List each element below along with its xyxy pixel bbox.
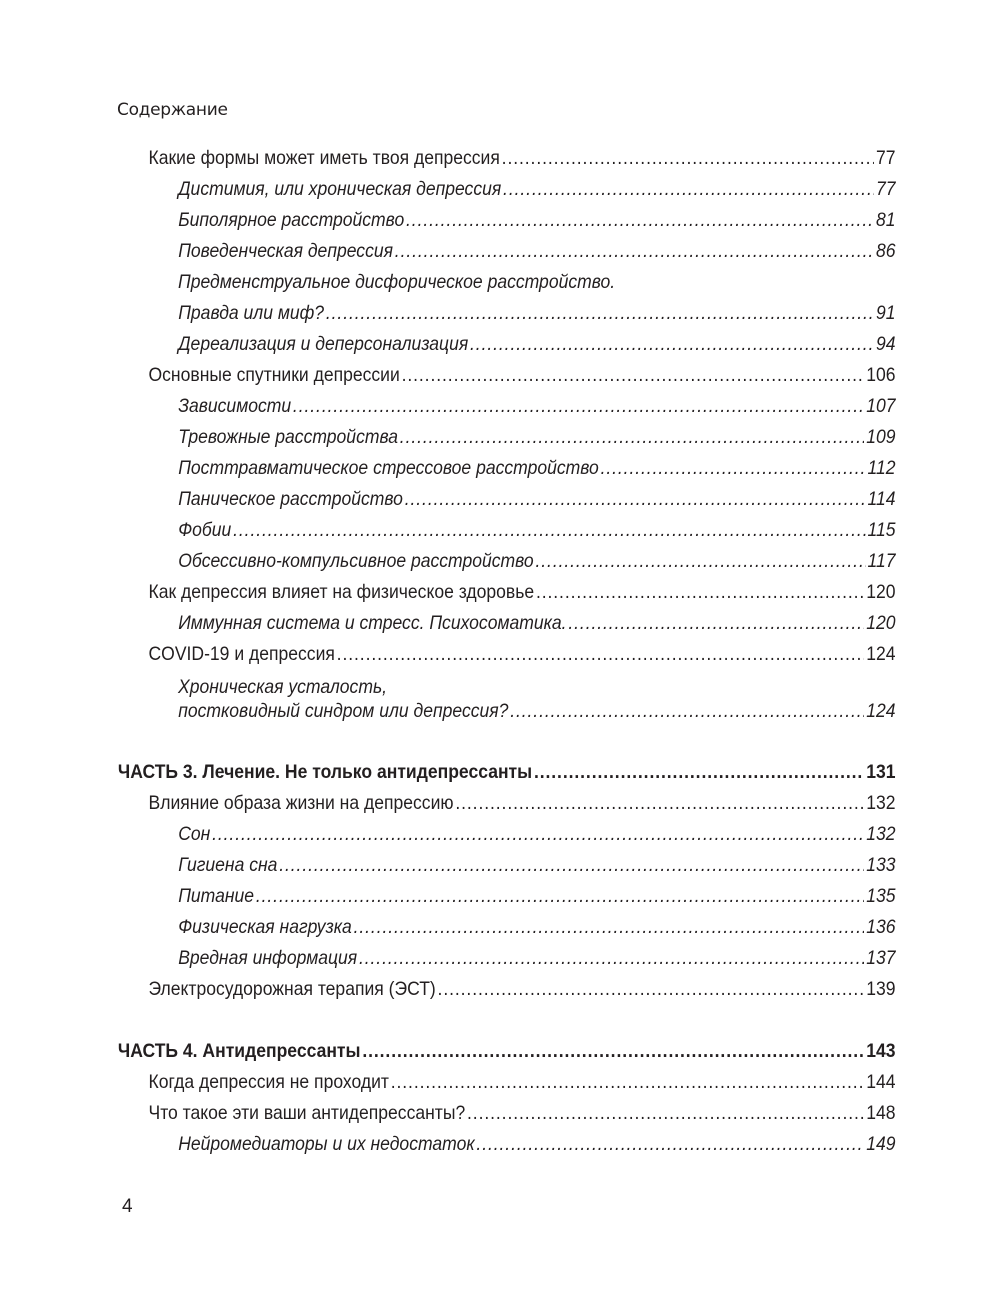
dot-leader xyxy=(362,1039,864,1063)
toc-entry-title: ЧАСТЬ 3. Лечение. Не только антидепрессанты xyxy=(117,761,533,783)
toc-entry-page: 114 xyxy=(867,488,896,510)
dot-leader xyxy=(256,884,865,908)
dot-leader xyxy=(470,332,874,356)
dot-leader xyxy=(395,239,874,263)
dot-leader xyxy=(502,146,874,170)
toc-part-heading[interactable] xyxy=(0,760,896,784)
toc-entry-title: Когда депрессия не проходит xyxy=(148,1071,389,1093)
toc-entry[interactable] xyxy=(0,791,896,815)
dot-leader xyxy=(568,611,864,635)
toc-entry-page: 81 xyxy=(875,209,896,231)
toc-entry[interactable] xyxy=(0,363,896,387)
toc-entry-page: 94 xyxy=(875,333,896,355)
toc-entry-title: Вредная информация xyxy=(178,947,358,969)
toc-entry-page: 124 xyxy=(866,643,896,665)
dot-leader xyxy=(536,549,866,573)
dot-leader xyxy=(438,977,865,1001)
dot-leader xyxy=(359,946,864,970)
toc-entry-page: 86 xyxy=(875,240,896,262)
dot-leader xyxy=(601,456,866,480)
toc-entry-title: Физическая нагрузка xyxy=(178,916,352,938)
toc-entry[interactable] xyxy=(0,487,896,511)
toc-entry-title-line1: Предменструальное дисфорическое расстройство. xyxy=(178,271,616,293)
toc-entry-title: Гигиена сна xyxy=(178,854,278,876)
dot-leader xyxy=(467,1101,864,1125)
toc-entry-title: Основные спутники депрессии xyxy=(148,364,400,386)
toc-entry[interactable] xyxy=(0,642,896,666)
toc-entry-page: 91 xyxy=(875,302,896,324)
toc-entry-page: 124 xyxy=(866,700,896,722)
toc-entry[interactable] xyxy=(0,549,896,573)
toc-entry-page: 115 xyxy=(867,519,896,541)
toc-entry-title: Правда или миф? xyxy=(178,302,325,324)
toc-entry-title: Влияние образа жизни на депрессию xyxy=(148,792,454,814)
toc-entry-page: 149 xyxy=(866,1133,896,1155)
toc-entry-title: Зависимости xyxy=(178,395,292,417)
dot-leader xyxy=(354,915,865,939)
toc-entry-page: 117 xyxy=(867,550,896,572)
toc-entry-page: 144 xyxy=(866,1071,896,1093)
toc-entry-page: 77 xyxy=(875,178,896,200)
page-number: 4 xyxy=(122,1196,133,1217)
dot-leader xyxy=(212,822,864,846)
toc-entry-title: Тревожные расстройства xyxy=(178,426,398,448)
toc-entry-title: Фобии xyxy=(178,519,232,541)
toc-entry-title: Биполярное расстройство xyxy=(178,209,405,231)
toc-entry[interactable] xyxy=(0,1070,896,1094)
toc-entry[interactable] xyxy=(0,580,896,604)
toc-entry[interactable] xyxy=(0,518,896,542)
toc-entry-title: Сон xyxy=(178,823,211,845)
toc-entry-page: 148 xyxy=(866,1102,896,1124)
dot-leader xyxy=(233,518,866,542)
dot-leader xyxy=(476,1132,864,1156)
toc-entry-page: 106 xyxy=(866,364,896,386)
toc-entry-title: Поведенческая депрессия xyxy=(178,240,393,262)
toc-entry-title: Что такое эти ваши антидепрессанты? xyxy=(148,1102,466,1124)
toc-entry-title: COVID-19 и депрессия xyxy=(148,643,335,665)
dot-leader xyxy=(536,580,864,604)
toc-entry-page: 139 xyxy=(866,978,896,1000)
toc-entry-title: Как депрессия влияет на физическое здоровье xyxy=(148,581,535,603)
toc-entry[interactable] xyxy=(0,611,896,635)
dot-leader xyxy=(405,487,866,511)
dot-leader xyxy=(326,301,874,325)
toc-entry-title: Иммунная система и стресс. Психосоматика. xyxy=(178,612,567,634)
toc-entry-page: 131 xyxy=(866,761,896,783)
dot-leader xyxy=(510,699,864,723)
dot-leader xyxy=(400,425,865,449)
dot-leader xyxy=(279,853,864,877)
toc-entry[interactable] xyxy=(0,394,896,418)
toc-part-heading[interactable] xyxy=(0,1039,896,1063)
toc-entry-page: 132 xyxy=(866,792,896,814)
dot-leader xyxy=(455,791,864,815)
toc-entry[interactable] xyxy=(0,822,896,846)
toc-entry-page: 77 xyxy=(875,147,896,169)
toc-entry-page: 109 xyxy=(866,426,896,448)
toc-entry-page: 132 xyxy=(866,823,896,845)
toc-entry[interactable] xyxy=(0,332,896,356)
toc-entry[interactable] xyxy=(0,915,896,939)
toc-entry-page: 135 xyxy=(866,885,896,907)
toc-entry[interactable] xyxy=(0,425,896,449)
toc-entry-title: ЧАСТЬ 4. Антидепрессанты xyxy=(117,1040,361,1062)
dot-leader xyxy=(503,177,874,201)
toc-entry-title: Нейромедиаторы и их недостаток xyxy=(178,1133,475,1155)
running-head: Содержание xyxy=(117,100,228,120)
toc-entry-page: 107 xyxy=(866,395,896,417)
toc-entry-title: Дереализация и деперсонализация xyxy=(178,333,469,355)
toc-entry[interactable] xyxy=(0,977,896,1001)
toc-entry[interactable] xyxy=(0,699,896,723)
toc-entry-title: Обсессивно-компульсивное расстройство xyxy=(178,550,534,572)
toc-entry[interactable] xyxy=(0,1132,896,1156)
toc-entry[interactable] xyxy=(0,853,896,877)
toc-entry[interactable] xyxy=(0,177,896,201)
toc-entry-page: 120 xyxy=(866,612,896,634)
toc-entry-title: постковидный синдром или депрессия? xyxy=(178,700,509,722)
dot-leader xyxy=(337,642,865,666)
toc-entry-title: Посттравматическое стрессовое расстройство xyxy=(178,457,599,479)
dot-leader xyxy=(534,760,864,784)
toc-entry[interactable] xyxy=(0,208,896,232)
toc-entry-title: Дистимия, или хроническая депрессия xyxy=(178,178,502,200)
toc-entry-title: Электросудорожная терапия (ЭСТ) xyxy=(148,978,436,1000)
toc-entry-title: Какие формы может иметь твоя депрессия xyxy=(148,147,500,169)
toc-entry-page: 133 xyxy=(866,854,896,876)
toc-entry[interactable] xyxy=(0,456,896,480)
toc-entry-page: 120 xyxy=(866,581,896,603)
toc-entry[interactable] xyxy=(0,239,896,263)
toc-entry-page: 136 xyxy=(866,916,896,938)
toc-entry-title: Питание xyxy=(178,885,255,907)
dot-leader xyxy=(402,363,865,387)
toc-entry[interactable] xyxy=(0,884,896,908)
dot-leader xyxy=(293,394,864,418)
toc-entry[interactable] xyxy=(0,1101,896,1125)
toc-entry-page: 143 xyxy=(866,1040,896,1062)
toc-entry-title-line1: Хроническая усталость, xyxy=(178,676,388,698)
toc-entry-page: 137 xyxy=(866,947,896,969)
toc-entry[interactable] xyxy=(0,301,896,325)
toc-entry-title: Паническое расстройство xyxy=(178,488,403,510)
toc-entry[interactable] xyxy=(0,946,896,970)
dot-leader xyxy=(406,208,874,232)
toc-entry-page: 112 xyxy=(867,457,896,479)
dot-leader xyxy=(391,1070,865,1094)
toc-entry[interactable] xyxy=(0,146,896,170)
